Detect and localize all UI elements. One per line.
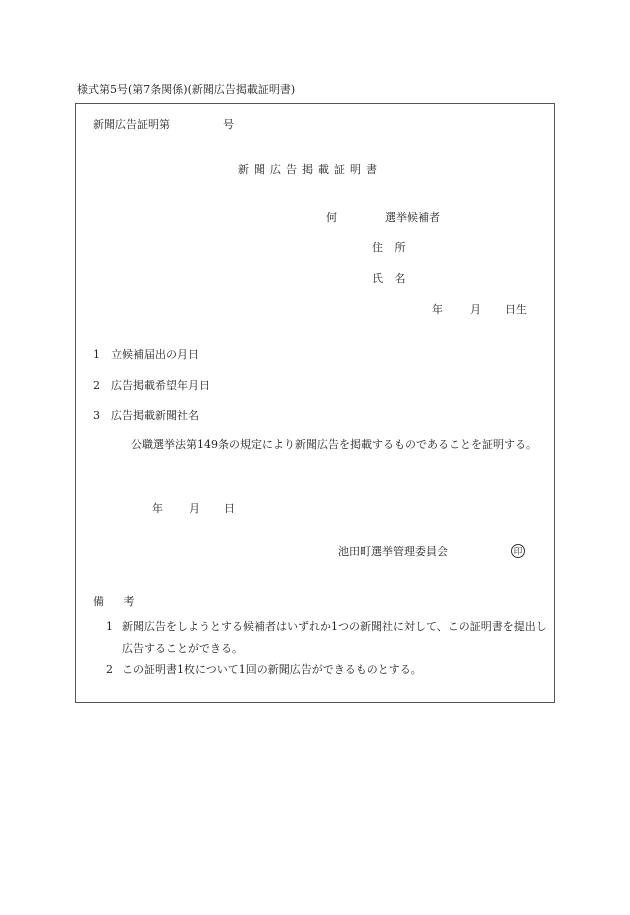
note-text-2: この証明書1枚について1回の新聞広告ができるものとする。 xyxy=(122,663,422,676)
certificate-number-suffix: 号 xyxy=(223,118,234,131)
note-text-1: 新聞広告をしようとする候補者はいずれか1つの新聞社に対して、この証明書を提出し広告することができる。 xyxy=(122,620,547,655)
form-caption: 様式第5号(第7条関係)(新聞広告掲載証明書) xyxy=(77,83,296,96)
address-label: 住 所 xyxy=(372,241,410,254)
item-label-filing-date: 立候補届出の月日 xyxy=(111,348,199,361)
election-prefix: 何 xyxy=(326,211,337,224)
seal-mark: 印 xyxy=(511,544,525,558)
issue-year-label: 年 xyxy=(152,502,163,515)
note-text xyxy=(122,616,554,660)
name-label: 氏 名 xyxy=(372,272,410,285)
issuer-name: 池田町選挙管理委員会 xyxy=(338,545,448,558)
issue-day-label: 日 xyxy=(224,502,235,515)
certificate-frame xyxy=(75,103,555,703)
document-title: 新聞広告掲載証明書 xyxy=(238,163,382,176)
candidate-label: 選挙候補者 xyxy=(385,211,440,224)
birth-month-label: 月 xyxy=(470,303,481,316)
issue-month-label: 月 xyxy=(189,502,200,515)
note-text xyxy=(122,659,554,681)
item-label-desired-date: 広告掲載希望年月日 xyxy=(111,379,210,392)
certification-statement: 公職選挙法第149条の規定により新聞広告を掲載するものであることを証明する。 xyxy=(131,438,537,451)
item-number: 1 xyxy=(93,348,100,361)
item-label-newspaper: 広告掲載新聞社名 xyxy=(111,409,199,422)
birth-year-label: 年 xyxy=(432,303,443,316)
birth-day-label: 日生 xyxy=(505,303,527,316)
remarks-heading: 備 考 xyxy=(93,595,143,608)
item-number: 3 xyxy=(93,409,100,422)
note-number: 1 xyxy=(106,620,113,633)
item-number: 2 xyxy=(93,379,100,392)
certificate-number-label: 新聞広告証明第 xyxy=(93,118,170,131)
note-number: 2 xyxy=(106,663,113,676)
